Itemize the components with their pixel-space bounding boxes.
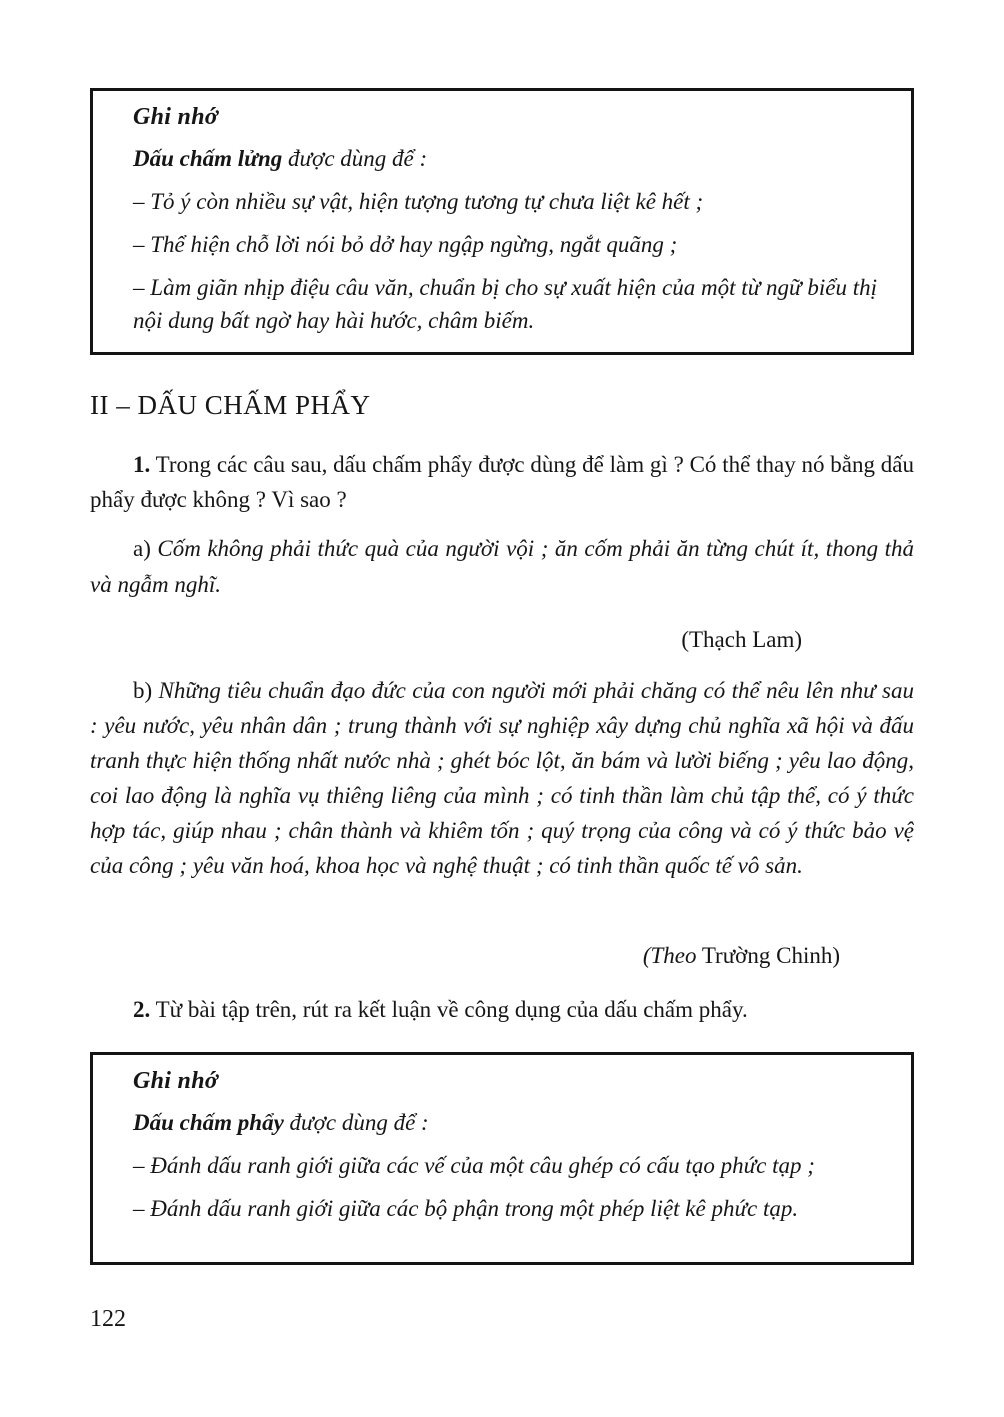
item-b-label: b) (133, 678, 159, 703)
exercise-1-number: 1. (133, 452, 151, 477)
item-b-text: Những tiêu chuẩn đạo đức của con người mới phải chăng có thể nêu lên như sau : yêu nước, yêu nhân dân ; trung thành với sự nghiệp xây dựng chủ nghĩa xã hội và đấu tranh thực hiện thống nhất nước nhà ; ghét bóc lột, ăn bám và lười biếng ; yêu lao động, coi lao động là nghĩa vụ thiêng liêng của mình ; có tinh thần làm chủ tập thể, có ý thức hợp tác, giúp nhau ; chân thành và khiêm tốn ; quý trọng của công và có ý thức bảo vệ của công ; yêu văn hoá, khoa học và nghệ thuật ; có tinh thần quốc tế vô sản. (90, 678, 914, 878)
item-a-text: Cốm không phải thức quà của người vội ; ăn cốm phải ăn từng chút ít, thong thả và ngẫm nghĩ. (90, 536, 915, 597)
memo-term: Dấu chấm lửng (133, 146, 283, 171)
memo-lead-rest: được dùng để : (283, 1110, 429, 1135)
memo-item: – Làm giãn nhịp điệu câu văn, chuẩn bị cho sự xuất hiện của một từ ngữ biểu thị nội dung bất ngờ hay hài hước, châm biếm. (133, 275, 877, 333)
exercise-2-text: Từ bài tập trên, rút ra kết luận về công dụng của dấu chấm phẩy. (150, 997, 748, 1022)
memo-lead (133, 1106, 877, 1140)
page-number: 122 (90, 1306, 126, 1332)
item-b-source-theo: (Theo (642, 943, 697, 968)
memo-item: – Tỏ ý còn nhiều sự vật, hiện tượng tương tự chưa liệt kê hết ; (133, 189, 704, 214)
exercise-1-item-a (90, 531, 914, 603)
memo-box-semicolon (90, 1052, 914, 1265)
exercise-1-question (90, 447, 914, 517)
memo-title: Ghi nhớ (133, 104, 219, 130)
item-a-label: a) (133, 536, 158, 561)
item-b-source-name: Trường Chinh) (696, 943, 840, 968)
item-b-source (90, 938, 914, 973)
exercise-2-question (90, 992, 914, 1027)
section-heading: II – DẤU CHẤM PHẨY (90, 390, 371, 420)
memo-lead-rest: được dùng để : (282, 146, 428, 171)
memo-term: Dấu chấm phẩy (133, 1110, 284, 1135)
item-a-source: (Thạch Lam) (681, 627, 802, 652)
memo-title: Ghi nhớ (133, 1068, 219, 1094)
exercise-2-number: 2. (133, 997, 151, 1022)
memo-item: – Đánh dấu ranh giới giữa các vế của một câu ghép có cấu tạo phức tạp ; (133, 1153, 815, 1178)
memo-box-ellipsis (90, 88, 914, 355)
exercise-1-item-b (90, 673, 914, 883)
exercise-1-text: Trong các câu sau, dấu chấm phẩy được dùng để làm gì ? Có thể thay nó bằng dấu phẩy được không ? Vì sao ? (90, 452, 914, 512)
memo-item: – Thể hiện chỗ lời nói bỏ dở hay ngập ngừng, ngắt quãng ; (133, 232, 678, 257)
memo-lead (133, 142, 877, 176)
memo-item: – Đánh dấu ranh giới giữa các bộ phận trong một phép liệt kê phức tạp. (133, 1196, 799, 1221)
